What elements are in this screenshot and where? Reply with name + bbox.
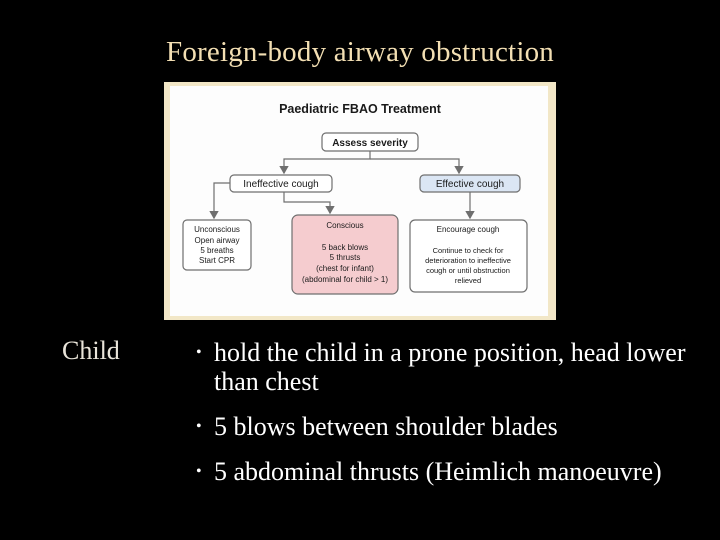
unconscious-step: Start CPR (198, 256, 236, 265)
unconscious-heading: Unconscious (194, 225, 240, 234)
bullet-text: 5 blows between shoulder blades (214, 412, 558, 441)
conscious-step: (chest for infant) (316, 264, 374, 273)
bullet-item (196, 412, 716, 441)
conscious-step: 5 thrusts (329, 253, 361, 262)
encourage-cough-line: deterioration to ineffective (425, 256, 511, 265)
bullet-list (196, 338, 716, 502)
slide-title: Foreign-body airway obstruction (166, 36, 554, 68)
flowchart-title: Paediatric FBAO Treatment (279, 102, 441, 116)
bullet-marker: • (196, 463, 202, 480)
unconscious-step: 5 breaths (200, 246, 234, 255)
encourage-cough-line: relieved (454, 276, 482, 285)
side-label-child: Child (62, 336, 120, 365)
ineffective-to-conscious-connector (284, 192, 330, 213)
encourage-cough-line: cough or until obstruction (426, 266, 510, 275)
conscious-step: (abdominal for child > 1) (301, 275, 389, 284)
encourage-cough-line: Continue to check for (432, 246, 504, 255)
bullet-marker: • (196, 418, 202, 435)
assess-severity-label: Assess severity (332, 138, 408, 149)
bullet-item (196, 338, 716, 396)
assess-to-effective-connector (370, 159, 459, 173)
ineffective-cough-label: Ineffective cough (243, 179, 319, 190)
bullet-marker: • (196, 344, 202, 361)
conscious-step: 5 back blows (321, 243, 369, 252)
effective-cough-label: Effective cough (435, 179, 505, 190)
encourage-cough-heading: Encourage cough (436, 225, 500, 234)
conscious-heading: Conscious (326, 221, 364, 230)
assess-to-ineffective-connector (284, 151, 370, 173)
flowchart-svg (164, 82, 556, 320)
ineffective-to-unconscious-connector (214, 183, 230, 218)
bullet-text: hold the child in a prone position, head lower than chest (214, 338, 686, 396)
fbao-flowchart-figure (164, 82, 556, 320)
bullet-text: 5 abdominal thrusts (Heimlich manoeuvre) (214, 457, 662, 486)
unconscious-step: Open airway (194, 236, 240, 245)
bullet-item (196, 457, 716, 486)
